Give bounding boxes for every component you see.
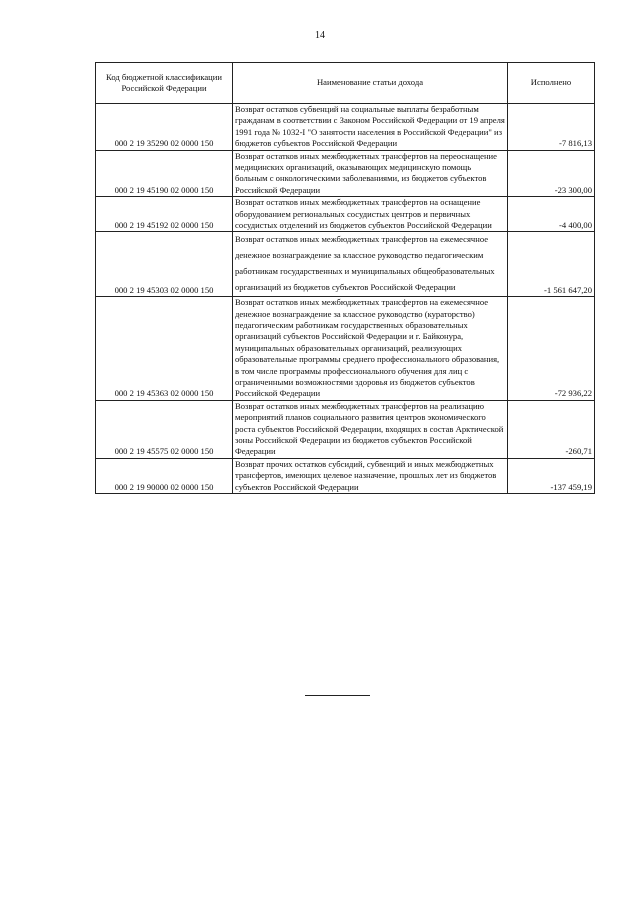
table-row: [96, 400, 595, 458]
row-revenue-item-name: Возврат остатков субвенций на социальные выплаты безработным гражданам в соответствии с Законом Российской Федерации от 19 апреля 1991 года № 1032-I "О занятости населения в Российской Федерации" из бюджетов субъектов Российской Федерации: [233, 104, 508, 151]
row-revenue-item-name: Возврат остатков иных межбюджетных трансфертов на переоснащение медицинских организаций, оказывающих медицинскую помощь больным с онкологическими заболеваниями, из бюджетов субъектов Российской Федерации: [233, 150, 508, 197]
row-revenue-item-name: Возврат остатков иных межбюджетных трансфертов на ежемесячное денежное вознаграждение за классное руководство (кураторство) педагогическим работникам государственных образовательных организаций субъектов Российской Федерации и г. Байконура, муниципальных образовательных организаций, реализующих образовательные программы среднего профессионального образования, в том числе программы профессионального обучения для лиц с ограниченными возможностями здоровья из бюджетов субъектов Российской Федерации: [233, 297, 508, 401]
table-row: [96, 150, 595, 197]
table-row: [96, 197, 595, 232]
end-of-document-rule: [305, 695, 370, 696]
row-revenue-item-name: Возврат прочих остатков субсидий, субвенций и иных межбюджетных трансфертов, имеющих целевое назначение, прошлых лет из бюджетов субъектов Российской Федерации: [233, 458, 508, 493]
row-executed-amount: -7 816,13: [508, 104, 595, 151]
row-revenue-item-name: Возврат остатков иных межбюджетных трансфертов на оснащение оборудованием региональных сосудистых центров и первичных сосудистых отделений из бюджетов субъектов Российской Федерации: [233, 197, 508, 232]
table-row: [96, 104, 595, 151]
row-revenue-item-name: Возврат остатков иных межбюджетных трансфертов на ежемесячное денежное вознаграждение за классное руководство педагогическим работникам государственных и муниципальных общеобразовательных организаций из бюджетов субъектов Российской Федерации: [233, 232, 508, 297]
row-budget-code: 000 2 19 45575 02 0000 150: [96, 400, 233, 458]
header-budget-code: Код бюджетной классификации Российской Федерации: [96, 63, 233, 104]
row-budget-code: 000 2 19 90000 02 0000 150: [96, 458, 233, 493]
row-executed-amount: -4 400,00: [508, 197, 595, 232]
table-row: [96, 458, 595, 493]
row-revenue-item-name: Возврат остатков иных межбюджетных трансфертов на реализацию мероприятий планов социального развития центров экономического роста субъектов Российской Федерации, входящих в состав Арктической зоны Российской Федерации из бюджетов субъектов Российской Федерации: [233, 400, 508, 458]
row-executed-amount: -137 459,19: [508, 458, 595, 493]
row-budget-code: 000 2 19 45190 02 0000 150: [96, 150, 233, 197]
header-revenue-item-name: Наименование статьи дохода: [233, 63, 508, 104]
budget-revenue-table: [95, 62, 595, 494]
row-budget-code: 000 2 19 45192 02 0000 150: [96, 197, 233, 232]
table-row: [96, 232, 595, 297]
page-number: 14: [315, 30, 325, 41]
row-executed-amount: -23 300,00: [508, 150, 595, 197]
header-executed-amount: Исполнено: [508, 63, 595, 104]
row-executed-amount: -72 936,22: [508, 297, 595, 401]
row-budget-code: 000 2 19 45303 02 0000 150: [96, 232, 233, 297]
table-header-row: [96, 63, 595, 104]
row-budget-code: 000 2 19 35290 02 0000 150: [96, 104, 233, 151]
row-executed-amount: -1 561 647,20: [508, 232, 595, 297]
row-budget-code: 000 2 19 45363 02 0000 150: [96, 297, 233, 401]
table-row: [96, 297, 595, 401]
row-executed-amount: -260,71: [508, 400, 595, 458]
